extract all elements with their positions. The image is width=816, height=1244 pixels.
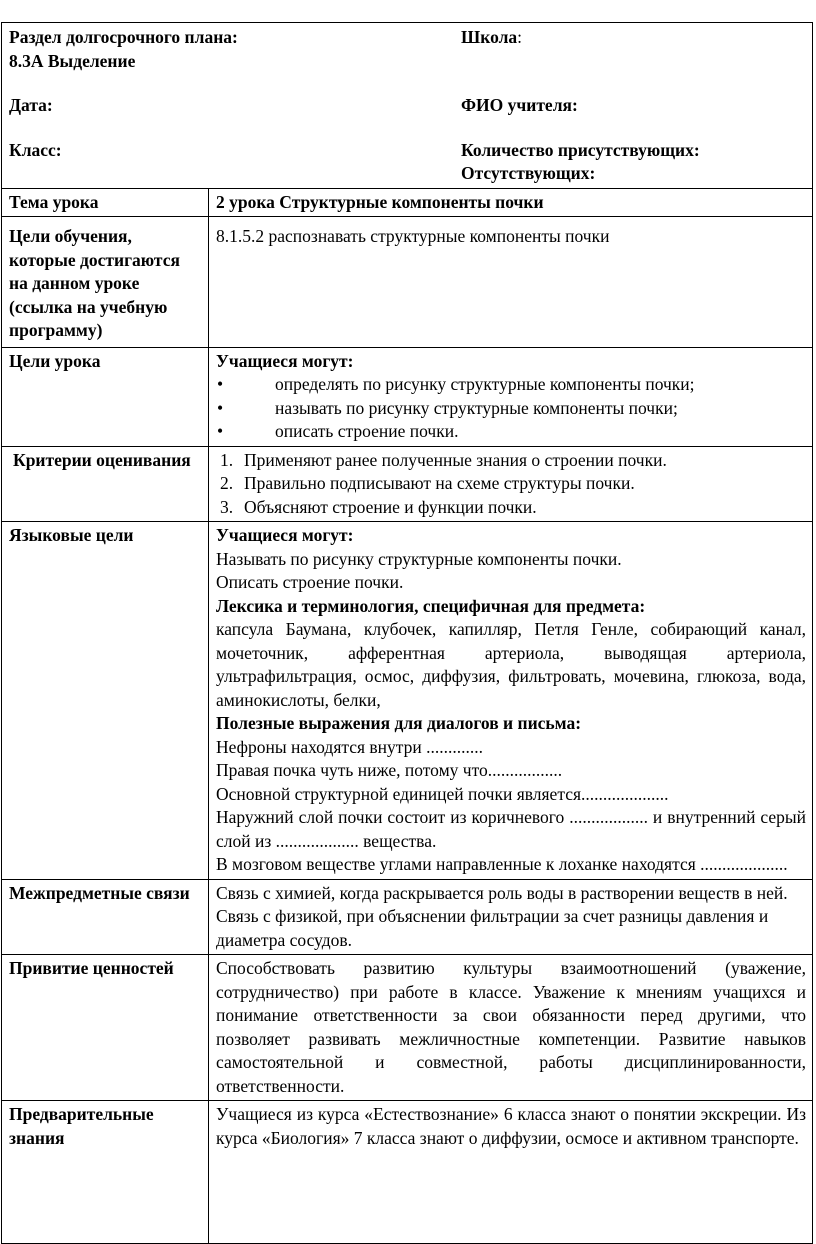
header-right xyxy=(461,26,806,186)
cross-subject-label: Межпредметные связи xyxy=(2,879,209,955)
list-item: • называть по рисунку структурные компоненты почки; xyxy=(216,397,806,421)
phrase-line: Нефроны находятся внутри ............. xyxy=(216,736,484,757)
topic-row xyxy=(2,188,813,217)
learning-goals-row xyxy=(2,217,813,348)
criteria-cell xyxy=(209,446,813,522)
cross-subject-row xyxy=(2,879,813,955)
list-item: • определять по рисунку структурные компоненты почки; xyxy=(216,373,806,397)
criteria-label-cell xyxy=(2,446,209,522)
section-label: Раздел долгосрочного плана: xyxy=(9,27,238,47)
class-label: Класс: xyxy=(9,139,62,160)
phrase-line: В мозговом веществе углами направленные к лоханке находятся .................... xyxy=(216,854,788,874)
language-cell xyxy=(209,522,813,880)
language-label: Языковые цели xyxy=(2,522,209,880)
lesson-goals-heading: Учащиеся могут: xyxy=(216,350,354,371)
criteria-list xyxy=(216,449,806,520)
phrases-heading: Полезные выражения для диалогов и письма: xyxy=(216,713,582,733)
topic-label: Тема урока xyxy=(2,188,209,217)
list-item: 3. Объясняют строение и функции почки. xyxy=(220,496,537,517)
vocab-heading: Лексика и терминология, специфичная для предмета: xyxy=(216,595,646,616)
school-label: Школа xyxy=(461,27,518,47)
lesson-goals-list xyxy=(216,373,806,444)
lesson-plan-table xyxy=(1,22,813,1244)
present-label: Количество присутствующих: xyxy=(461,139,700,160)
bullet-glyph: • xyxy=(217,397,224,418)
list-item: 1. Применяют ранее полученные знания о строении почки. xyxy=(220,449,667,470)
learning-goals-value: 8.1.5.2 распознавать структурные компоненты почки xyxy=(209,217,813,348)
bullet-glyph: • xyxy=(217,374,224,394)
absent-label: Отсутствующих: xyxy=(461,163,596,183)
school-colon: : xyxy=(517,27,523,47)
cross-subject-value: Связь с химией, когда раскрывается роль воды в растворении веществ в ней. Связь с физикой, при объяснении фильтрации за счет разницы давления и диаметра сосудов. xyxy=(209,879,813,955)
criteria-row xyxy=(2,446,813,522)
bullet-glyph: • xyxy=(217,421,224,441)
language-row xyxy=(2,522,813,880)
topic-value: 2 урока Структурные компоненты почки xyxy=(209,188,813,217)
values-value: Способствовать развитию культуры взаимоотношений (уважение, сотрудничество) при работе в классе. Уважение к мнениям учащихся и понимание ответственности за свои обязанности перед другими, что позволяет развивать межличностные компетенции. Развитие навыков самостоятельной и совместной, работы дисциплинированности, ответственности. xyxy=(209,955,813,1101)
section-value: 8.3А Выделение xyxy=(9,50,136,71)
lesson-goals-cell xyxy=(209,347,813,446)
criteria-label: Критерии оценивания xyxy=(13,449,191,470)
lesson-goals-label: Цели урока xyxy=(2,347,209,446)
phrase-line: Основной структурной единицей почки является.................... xyxy=(216,783,669,804)
phrase-line: Наружний слой почки состоит из коричневого .................. и внутренний серый слой из ................... вещества. xyxy=(216,807,806,851)
list-item: • описать строение почки. xyxy=(216,420,806,444)
values-label: Привитие ценностей xyxy=(2,955,209,1101)
language-line: Описать строение почки. xyxy=(216,572,404,592)
learning-goals-label: Цели обучения, которые достигаются на данном уроке (ссылка на учебную программу) xyxy=(2,217,209,348)
teacher-label: ФИО учителя: xyxy=(461,95,578,115)
header-row xyxy=(2,23,813,189)
header-cell xyxy=(2,23,813,189)
phrase-line: Правая почка чуть ниже, потому что................. xyxy=(216,760,563,780)
prior-row xyxy=(2,1101,813,1244)
language-line: Называть по рисунку структурные компоненты почки. xyxy=(216,548,622,569)
date-label: Дата: xyxy=(9,95,53,115)
language-heading: Учащиеся могут: xyxy=(216,525,354,545)
lesson-goals-row xyxy=(2,347,813,446)
header-left xyxy=(9,26,461,186)
values-row xyxy=(2,955,813,1101)
vocab-text: капсула Баумана, клубочек, капилляр, Петля Генле, собирающий канал, мочеточник, афферентная артериола, выводящая артериола, ультрафильтрация, осмос, диффузия, фильтровать, мочевина, глюкоза, вода, аминокислоты, белки, xyxy=(216,619,806,710)
list-item: 2. Правильно подписывают на схеме структуры почки. xyxy=(220,473,635,493)
prior-label: Предварительные знания xyxy=(2,1101,209,1244)
prior-value: Учащиеся из курса «Естествознание» 6 класса знают о понятии экскреции. Из курса «Биология» 7 класса знают о диффузии, осмосе и активном транспорте. xyxy=(209,1101,813,1244)
